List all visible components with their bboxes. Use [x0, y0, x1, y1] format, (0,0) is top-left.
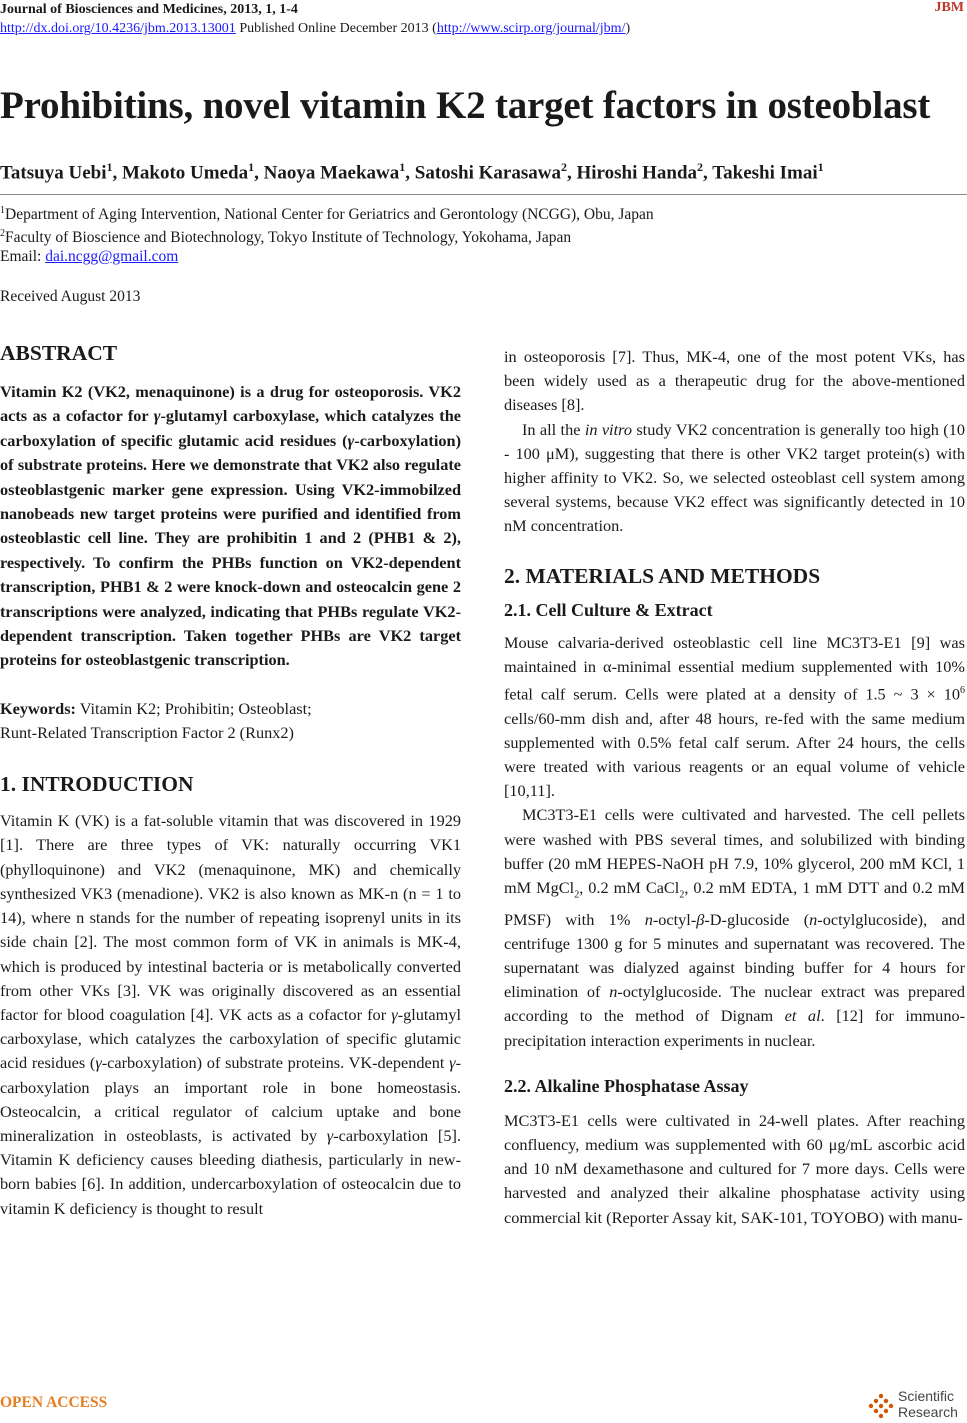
abstract-heading: ABSTRACT — [0, 341, 118, 365]
extract-paragraph: MC3T3-E1 cells were cultivated and harvested. The cell pellets were washed with PBS several times, and solubilized with binding buffer (20 mM HEPES-NaOH pH 7.9, 10% glycerol, 200 mM KCl, 1 mM MgCl$_2$, 0.2 mM CaCl$_2$, 0.2 mM EDTA, 1 mM DTT and 0.2 mM PMSF) with 1% n-octyl-β-D-glucoside (n-octylglucoside), and centrifuge 1300 g for 5 minutes and supernatant was recovered. The supernatant was dialyzed against binding buffer for 4 hours for elimination of n-octylglucoside. The nuclear extract was prepared according to the method of Dignam et al. [12] for immuno-precipitation interaction experiments in nuclear. — [504, 805, 966, 1050]
author: Tatsuya Uebi — [0, 162, 107, 184]
alkaline-phosphatase-paragraph: MC3T3-E1 cells were cultivated in 24-well plates. After reaching confluency, medium was supplemented with 60 μg/mL ascorbic acid and 10 nM dexamethasone and cultured for 7 more days. Cells were harvested and analyzed their alkaline phosphatase activity using commercial kit (Reporter Assay kit, SAK-101, TOYOBO) with manu- — [504, 1110, 965, 1227]
keywords-label: Keywords: — [0, 698, 76, 718]
author-sup: 2 — [697, 160, 704, 174]
page-header — [0, 0, 630, 38]
author-sep: , — [112, 162, 122, 184]
email-label: Email: — [0, 248, 46, 265]
affiliation-2 — [0, 228, 571, 247]
author: Naoya Maekawa — [263, 162, 400, 184]
logo-text-line2: Research — [898, 1404, 958, 1420]
subsection-alkaline-phosphatase: 2.2. Alkaline Phosphatase Assay — [504, 1075, 749, 1096]
keywords-line1: Vitamin K2; Prohibitin; Osteoblast; — [75, 698, 312, 718]
author: Makoto Umeda — [121, 162, 249, 184]
author: Takeshi Imai — [712, 162, 818, 184]
paper-title: Prohibitins, novel vitamin K2 target factors in osteoblast — [0, 84, 931, 127]
subsection-cell-culture: 2.1. Cell Culture & Extract — [504, 599, 713, 620]
affiliation-sup: 2 — [0, 228, 5, 239]
header-divider — [0, 194, 967, 195]
email-link[interactable]: dai.ncgg@gmail.com — [45, 248, 179, 265]
scirp-logo-icon — [867, 1392, 895, 1420]
doi-link[interactable]: http://dx.doi.org/10.4236/jbm.2013.13001 — [0, 21, 236, 36]
journal-url-link[interactable]: http://www.scirp.org/journal/jbm/ — [436, 21, 626, 36]
logo-text-line1: Scientific — [898, 1388, 955, 1404]
affiliation-1 — [0, 205, 654, 224]
methods-heading: 2. MATERIALS AND METHODS — [504, 563, 821, 588]
author-sep: , — [254, 162, 264, 184]
author-sep: , — [566, 162, 577, 184]
author-sep: , — [703, 162, 713, 184]
affiliation-sup: 1 — [0, 205, 5, 216]
abstract-body: Vitamin K2 (VK2, menaquinone) is a drug for osteoporosis. VK2 acts as a cofactor for γ-glutamyl carboxylase, which catalyzes the carboxylation of specific glutamic acid residues (γ-carboxylation) of substrate proteins. Here we demonstrate that VK2 also regulate osteoblastgenic marker gene expression. Using VK2-immobilzed nanobeads new target proteins were purified and identified from osteoblastic cell line. They are prohibitin 1 and 2 (PHB1 & 2), respectively. To confirm the PHBs function on VK2-dependent transcription, PHB1 & 2 were knock-down and osteocalcin gene 2 transcriptions were analyzed, indicating that PHBs regulate VK2-dependent transcription. Taken together PHBs are VK2 target proteins for osteoblastgenic transcription. — [0, 382, 461, 670]
author-sup: 1 — [248, 160, 255, 174]
right-column — [504, 345, 965, 1230]
affiliation-text: Department of Aging Intervention, National Center for Geriatrics and Gerontology (NCGG), Obu, Japan — [5, 206, 654, 224]
published-text: Published Online December 2013 ( — [235, 21, 437, 36]
affiliation-text: Faculty of Bioscience and Biotechnology, Tokyo Institute of Technology, Yokohama, Japan — [5, 229, 572, 247]
author-sep: , — [405, 162, 415, 184]
journal-line: Journal of Biosciences and Medicines, 2013, 1, 1-4 — [0, 2, 298, 17]
received-date: Received August 2013 — [0, 288, 141, 305]
publisher-logo — [867, 1388, 967, 1422]
intro-paragraph-2: In all the in vitro study VK2 concentration is generally too high (10 - 100 μM), suggesting that there is other VK2 target protein(s) with higher affinity to VK2. So, we selected osteoblast cell system among several systems, because VK2 effect was significantly detected in 10 nM concentration. — [504, 419, 965, 536]
introduction-heading: 1. INTRODUCTION — [0, 772, 194, 797]
keywords-line2: Runt-Related Transcription Factor 2 (Runx2) — [0, 723, 294, 743]
author: Hiroshi Handa — [576, 162, 698, 184]
introduction-paragraph: Vitamin K (VK) is a fat-soluble vitamin that was discovered in 1929 [1]. There are three types of VK: naturally occurring VK1 (phylloquinone) and VK2 (menaquinone, MK) and chemically synthesized VK3 (menadione). VK2 is also known as MK-n (n = 1 to 14), where n stands for the number of repeating isoprenyl units in its side chain [2]. The most common form of VK in animals is MK-4, which is produced by intestinal bacteria or is metabolically converted from other VKs [3]. VK was originally discovered as an essential factor for blood coagulation [4]. VK acts as a cofactor for γ-glutamyl carboxylase, which catalyzes the carboxylation of specific glutamic acid residues (γ-carboxylation) of substrate proteins. VK-dependent γ-carboxylation plays an important role in bone homeostasis. Osteocalcin, a critical regulator of calcium uptake and bone mineralization in osteoblasts, is activated by γ-carboxylation [5]. Vitamin K deficiency causes bleeding diathesis, particularly in newborn babies [6]. In addition, undercarboxylation of osteocalcin due to vitamin K deficiency is thought to result — [0, 811, 461, 1218]
intro-continued-paragraph: in osteoporosis [7]. Thus, MK-4, one of the most potent VKs, has been widely used as a therapeutic drug for the above-mentioned diseases [8]. — [504, 347, 965, 415]
author-list — [0, 160, 824, 184]
published-end: ) — [625, 21, 631, 36]
keywords — [0, 697, 461, 745]
email-line — [0, 248, 178, 266]
cell-culture-paragraph: Mouse calvaria-derived osteoblastic cell line MC3T3-E1 [9] was maintained in α-minimal essential medium supplemented with 10% fetal calf serum. Cells were plated at a density of 1.5 ~ $3 \times 10^6$ cells/60-mm dish and, after 48 hours, re-fed with the same medium supplemented with 0.5% fetal calf serum. After 24 hours, the cells were treated with various reagents or an equal volume of vehicle [10,11]. — [504, 632, 965, 801]
left-column — [0, 338, 461, 1221]
author-sup: 1 — [399, 160, 406, 174]
author-sup: 2 — [560, 160, 567, 174]
author-sup: 1 — [817, 160, 824, 174]
author: Satoshi Karasawa — [414, 162, 561, 184]
journal-abbr: JBM — [934, 0, 964, 15]
author-sup: 1 — [106, 160, 113, 174]
open-access-label: OPEN ACCESS — [0, 1394, 108, 1411]
